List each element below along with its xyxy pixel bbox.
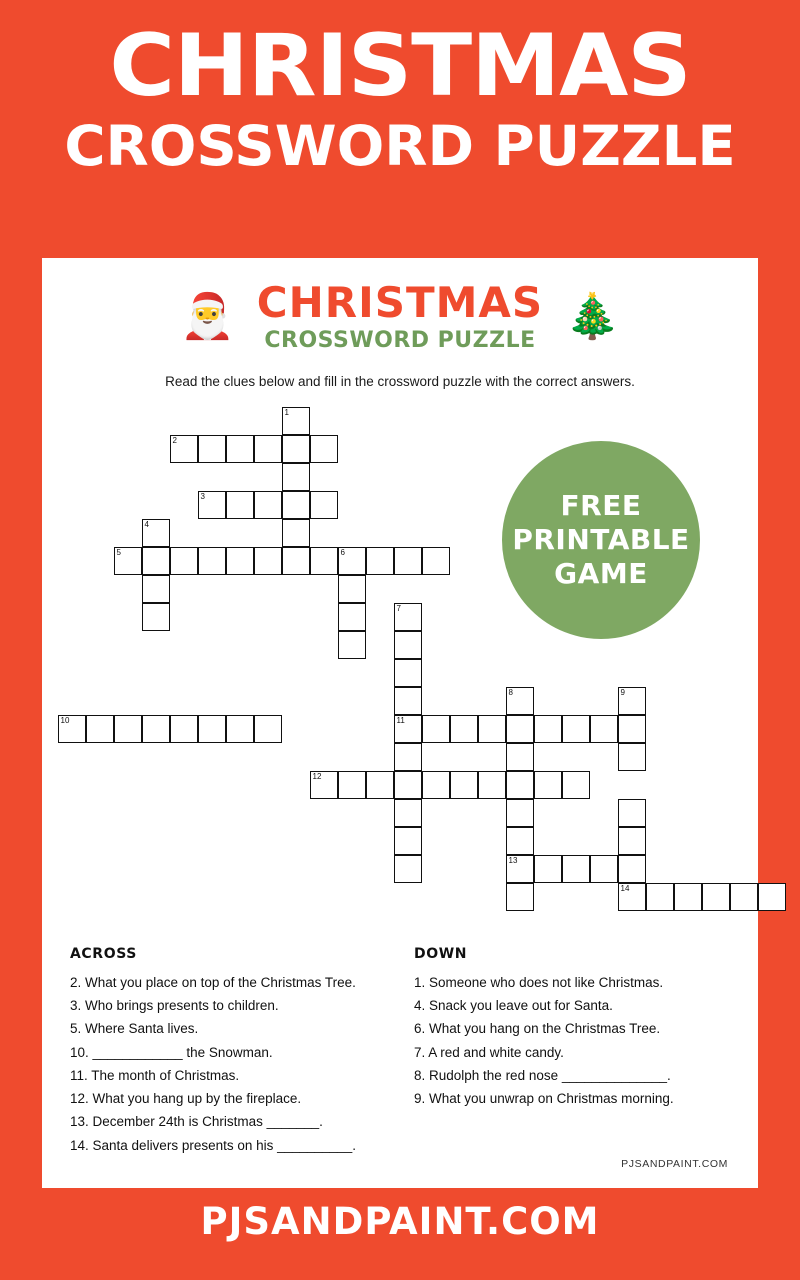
crossword-cell[interactable]	[394, 743, 422, 771]
printable-sheet	[42, 258, 758, 1188]
crossword-cell[interactable]	[114, 547, 142, 575]
crossword-cell[interactable]	[534, 715, 562, 743]
crossword-cell[interactable]	[198, 491, 226, 519]
crossword-cell[interactable]	[506, 771, 534, 799]
crossword-cell[interactable]	[282, 435, 310, 463]
crossword-cell[interactable]	[730, 883, 758, 911]
crossword-cell[interactable]	[506, 827, 534, 855]
crossword-cell[interactable]	[310, 491, 338, 519]
crossword-cell[interactable]	[506, 743, 534, 771]
crossword-cell[interactable]	[282, 519, 310, 547]
crossword-cell-number: 7	[396, 604, 401, 613]
free-printable-badge	[497, 436, 705, 644]
crossword-cell[interactable]	[618, 743, 646, 771]
crossword-cell[interactable]	[254, 715, 282, 743]
crossword-cell[interactable]	[618, 827, 646, 855]
down-clue-item: 8. Rudolph the red nose ______________.	[414, 1067, 671, 1083]
sheet-header	[42, 258, 758, 352]
crossword-cell[interactable]	[394, 687, 422, 715]
christmas-tree-icon: 🎄	[565, 292, 620, 341]
crossword-cell[interactable]	[618, 883, 646, 911]
crossword-cell[interactable]	[142, 547, 170, 575]
down-clue-item: 6. What you hang on the Christmas Tree.	[414, 1021, 661, 1037]
sheet-footer-url: PJSANDPAINT.COM	[621, 1158, 728, 1170]
crossword-cell[interactable]	[562, 715, 590, 743]
crossword-cell[interactable]	[618, 855, 646, 883]
crossword-cell[interactable]	[198, 715, 226, 743]
clues-section	[70, 946, 730, 1157]
crossword-cell[interactable]	[702, 883, 730, 911]
crossword-cell[interactable]	[506, 687, 534, 715]
crossword-cell[interactable]	[394, 855, 422, 883]
crossword-cell[interactable]	[366, 771, 394, 799]
crossword-cell[interactable]	[170, 435, 198, 463]
crossword-cell[interactable]	[394, 547, 422, 575]
crossword-cell[interactable]	[618, 799, 646, 827]
crossword-cell[interactable]	[506, 883, 534, 911]
crossword-cell[interactable]	[450, 771, 478, 799]
crossword-cell[interactable]	[226, 491, 254, 519]
crossword-cell-number: 2	[172, 436, 177, 445]
crossword-cell-number: 8	[508, 688, 513, 697]
down-clue-item: 7. A red and white candy.	[414, 1044, 564, 1060]
crossword-cell[interactable]	[226, 547, 254, 575]
crossword-cell[interactable]	[534, 771, 562, 799]
badge-line3: GAME	[554, 557, 648, 591]
across-list	[70, 971, 386, 1157]
crossword-cell[interactable]	[142, 519, 170, 547]
down-clue-item: 9. What you unwrap on Christmas morning.	[414, 1091, 674, 1107]
crossword-cell[interactable]	[394, 631, 422, 659]
crossword-cell[interactable]	[310, 771, 338, 799]
crossword-cell[interactable]	[142, 603, 170, 631]
crossword-cell-number: 11	[396, 716, 405, 725]
crossword-cell[interactable]	[338, 575, 366, 603]
santa-claus-icon: 🎅	[180, 292, 235, 341]
across-clue-item: 12. What you hang up by the fireplace.	[70, 1091, 302, 1107]
instructions-text: Read the clues below and fill in the crossword puzzle with the correct answers.	[165, 374, 635, 389]
down-column	[386, 946, 730, 1157]
crossword-cell[interactable]	[170, 715, 198, 743]
top-banner	[0, 0, 800, 178]
across-clue-item: 14. Santa delivers presents on his __________.	[70, 1137, 356, 1153]
across-clue-item: 11. The month of Christmas.	[70, 1067, 240, 1083]
crossword-cell[interactable]	[394, 799, 422, 827]
crossword-cell[interactable]	[338, 771, 366, 799]
crossword-cell[interactable]	[282, 547, 310, 575]
down-clue-item: 4. Snack you leave out for Santa.	[414, 998, 613, 1014]
crossword-cell[interactable]	[394, 771, 422, 799]
crossword-cell[interactable]	[758, 883, 786, 911]
crossword-cell[interactable]	[394, 715, 422, 743]
crossword-cell[interactable]	[422, 771, 450, 799]
sheet-subtitle: CROSSWORD PUZZLE	[264, 328, 536, 353]
crossword-cell[interactable]	[198, 435, 226, 463]
crossword-cell[interactable]	[366, 547, 394, 575]
down-clue-item: 1. Someone who does not like Christmas.	[414, 975, 664, 990]
sheet-title-block	[256, 278, 544, 353]
across-clue-item: 5. Where Santa lives.	[70, 1021, 199, 1037]
across-heading: ACROSS	[70, 946, 137, 962]
bottom-url: PJSANDPAINT.COM	[200, 1200, 600, 1243]
crossword-cell[interactable]	[338, 631, 366, 659]
crossword-cell-number: 1	[284, 408, 289, 417]
crossword-cell[interactable]	[562, 855, 590, 883]
banner-title-line1: CHRISTMAS	[109, 16, 691, 116]
crossword-cell[interactable]	[226, 715, 254, 743]
crossword-cell-number: 14	[620, 884, 630, 893]
crossword-cell[interactable]	[142, 575, 170, 603]
crossword-cell[interactable]	[282, 407, 310, 435]
crossword-cell[interactable]	[58, 715, 86, 743]
badge-line1: FREE	[560, 488, 642, 522]
across-clue-item: 3. Who brings presents to children.	[70, 998, 279, 1014]
crossword-cell[interactable]	[394, 603, 422, 631]
crossword-cell[interactable]	[618, 715, 646, 743]
crossword-cell[interactable]	[506, 715, 534, 743]
crossword-cell-number: 6	[340, 548, 345, 557]
crossword-cell[interactable]	[282, 491, 310, 519]
crossword-cell-number: 10	[60, 716, 70, 725]
crossword-cell[interactable]	[310, 435, 338, 463]
crossword-cell[interactable]	[422, 547, 450, 575]
crossword-cell[interactable]	[562, 771, 590, 799]
crossword-cell[interactable]	[142, 715, 170, 743]
across-column	[70, 946, 386, 1157]
crossword-cell[interactable]	[422, 715, 450, 743]
crossword-cell[interactable]	[646, 883, 674, 911]
across-clue-item: 10. ____________ the Snowman.	[70, 1044, 273, 1060]
crossword-cell[interactable]	[170, 547, 198, 575]
across-clue-item: 2. What you place on top of the Christmas Tree.	[70, 975, 356, 990]
down-heading: DOWN	[414, 946, 468, 962]
crossword-cell[interactable]	[450, 715, 478, 743]
crossword-cell[interactable]	[338, 547, 366, 575]
crossword-cell-number: 5	[116, 548, 121, 557]
crossword-cell[interactable]	[506, 799, 534, 827]
crossword-cell[interactable]	[394, 827, 422, 855]
crossword-cell[interactable]	[282, 463, 310, 491]
banner-title-line2: CROSSWORD PUZZLE	[64, 113, 736, 178]
crossword-cell[interactable]	[590, 715, 618, 743]
crossword-cell[interactable]	[198, 547, 226, 575]
crossword-cell[interactable]	[590, 855, 618, 883]
crossword-cell[interactable]	[534, 855, 562, 883]
crossword-cell[interactable]	[254, 547, 282, 575]
across-clue-item: 13. December 24th is Christmas _______.	[70, 1114, 323, 1130]
crossword-cell-number: 3	[200, 492, 205, 501]
badge-line2: PRINTABLE	[512, 522, 690, 556]
crossword-cell[interactable]	[86, 715, 114, 743]
crossword-cell[interactable]	[618, 687, 646, 715]
crossword-cell[interactable]	[674, 883, 702, 911]
crossword-cell[interactable]	[254, 435, 282, 463]
down-list	[414, 971, 730, 1110]
crossword-cell[interactable]	[478, 715, 506, 743]
crossword-cell-number: 9	[620, 688, 625, 697]
crossword-cell[interactable]	[506, 855, 534, 883]
crossword-cell[interactable]	[338, 603, 366, 631]
crossword-cell-number: 12	[312, 772, 322, 781]
crossword-cell[interactable]	[478, 771, 506, 799]
crossword-cell[interactable]	[114, 715, 142, 743]
sheet-title: CHRISTMAS	[256, 278, 544, 327]
crossword-cell[interactable]	[310, 547, 338, 575]
crossword-cell[interactable]	[394, 659, 422, 687]
crossword-cell-number: 4	[144, 520, 149, 529]
crossword-cell[interactable]	[226, 435, 254, 463]
crossword-cell-number: 13	[508, 856, 518, 865]
crossword-cell[interactable]	[254, 491, 282, 519]
